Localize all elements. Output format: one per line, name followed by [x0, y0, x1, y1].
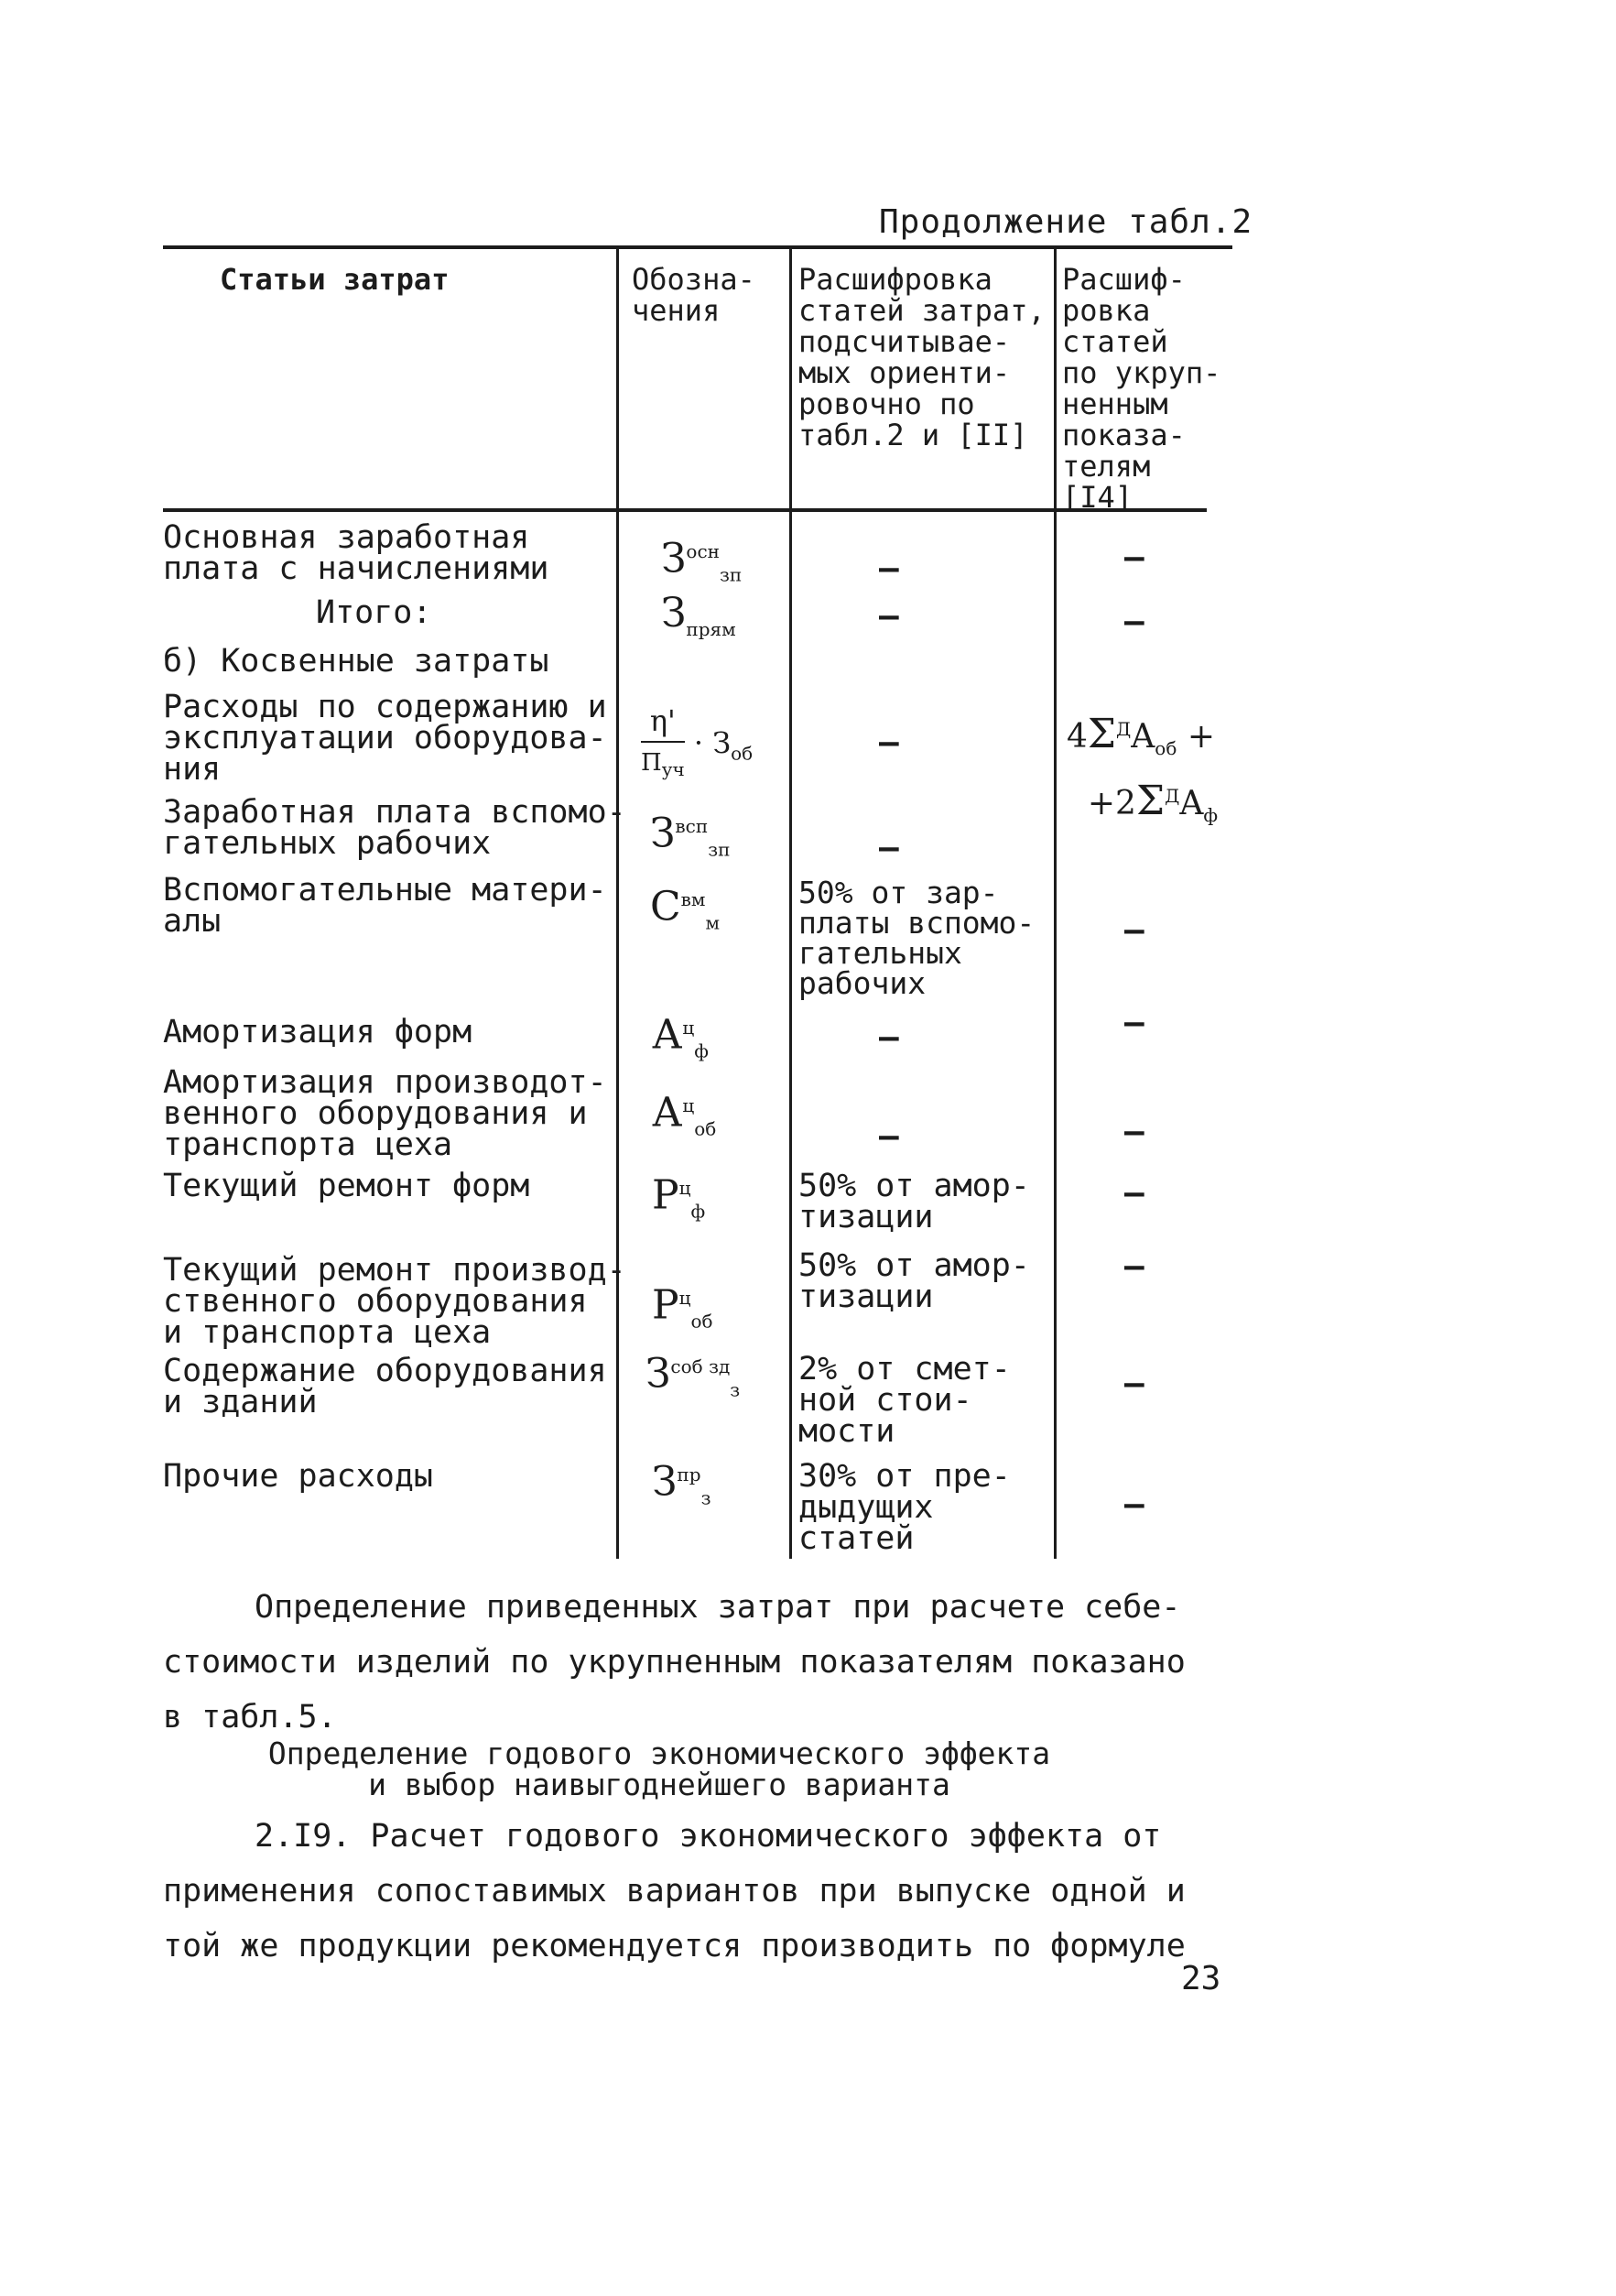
row-designation: $А^ц_ф$: [652, 1011, 709, 1062]
row-name: Текущий ремонт производ- ственного оборудования и транспорта цеха: [163, 1252, 626, 1351]
row-name: Текущий ремонт форм: [163, 1168, 530, 1204]
row-designation: $З^{осн}_{зп}$: [661, 535, 743, 586]
row-name: б) Косвенные затраты: [163, 643, 549, 680]
row-detail: 50% от амор- тизации: [798, 1247, 1030, 1315]
row-name: Итого:: [316, 594, 432, 631]
row-detail: –: [879, 1018, 899, 1056]
table-caption: Продолжение табл.2: [879, 203, 1253, 241]
header-designations: Обозна- чения: [632, 262, 755, 328]
row-aggregate-formula: $4\Sigma^ДA_{об}$ + $+2\Sigma^ДA_ф$: [1067, 711, 1218, 827]
row-designation: $С^{вм}_м$: [650, 883, 721, 934]
row-name: Амортизация производот- венного оборудования и транспорта цеха: [163, 1064, 607, 1163]
column-divider-1: [616, 249, 619, 1559]
paragraph-annual-effect: 2.I9. Расчет годового экономического эффекта от применения сопоставимых вариантов при выпуске одной и той же продукции рекомендуется производить по формуле: [163, 1818, 1186, 1964]
row-designation: $Р^ц_ф$: [652, 1171, 706, 1223]
row-name: Расходы по содержанию и эксплуатации оборудова- ния: [163, 689, 607, 788]
row-detail: 50% от амор- тизации: [798, 1168, 1030, 1235]
row-detail: 2% от смет- ной стои- мости: [798, 1351, 1011, 1450]
page-number: 23: [1181, 1960, 1221, 1997]
row-aggregate: –: [1124, 1113, 1144, 1150]
row-name: Заработная плата вспомо- гательных рабочих: [163, 794, 626, 862]
row-detail: –: [879, 829, 899, 866]
row-designation: $Р^ц_{об}$: [652, 1281, 713, 1333]
row-aggregate: –: [1124, 1485, 1144, 1523]
row-designation: $З^{всп}_{зп}$: [650, 810, 731, 861]
row-designation: $З_{прям}$: [661, 590, 736, 640]
table-header-rule: [163, 508, 1207, 512]
row-aggregate: –: [1124, 539, 1144, 576]
row-name: Содержание оборудования и зданий: [163, 1353, 607, 1420]
row-detail: –: [879, 724, 899, 761]
row-detail: –: [879, 1117, 899, 1155]
paragraph-reduced-costs: Определение приведенных затрат при расчете себе- стоимости изделий по укрупненным показателям показано в табл.5.: [163, 1589, 1186, 1736]
row-aggregate: –: [1124, 911, 1144, 949]
row-aggregate: –: [1124, 603, 1144, 640]
header-cost-items: Статьи затрат: [220, 262, 450, 297]
row-designation: $А^ц_{об}$: [652, 1089, 717, 1140]
column-divider-3: [1054, 249, 1057, 1559]
row-designation: $З^{пр}_з$: [652, 1458, 711, 1509]
row-aggregate: –: [1124, 1004, 1144, 1041]
row-aggregate: –: [1124, 1365, 1144, 1402]
row-name: Основная заработная плата с начислениями: [163, 519, 549, 587]
row-name: Амортизация форм: [163, 1014, 472, 1050]
row-name: Прочие расходы: [163, 1458, 434, 1495]
column-divider-2: [789, 249, 792, 1559]
header-detail: Расшифровка статей затрат, подсчитывае- мых ориенти- ровочно по табл.2 и [II]: [798, 262, 1046, 452]
row-aggregate: –: [1124, 1247, 1144, 1285]
section-heading: Определение годового экономического эффекта и выбор наивыгоднейшего варианта: [267, 1736, 1051, 1802]
table-top-rule: [163, 245, 1232, 249]
row-name: Вспомогательные матери- алы: [163, 872, 607, 940]
row-detail: 50% от зар- платы вспомо- гательных рабочих: [798, 875, 1036, 1001]
row-detail: –: [879, 597, 899, 635]
row-designation: η' $П_{уч}$ · $З_{об}$: [641, 701, 753, 789]
row-detail: –: [879, 550, 899, 587]
header-aggregate: Расшиф- ровка статей по укруп- ненным показа- телям [I4]: [1062, 262, 1221, 515]
row-designation: $З^{соб зд}_з$: [645, 1350, 741, 1401]
row-aggregate: –: [1124, 1174, 1144, 1212]
row-detail: 30% от пре- дыдущих статей: [798, 1458, 1011, 1557]
